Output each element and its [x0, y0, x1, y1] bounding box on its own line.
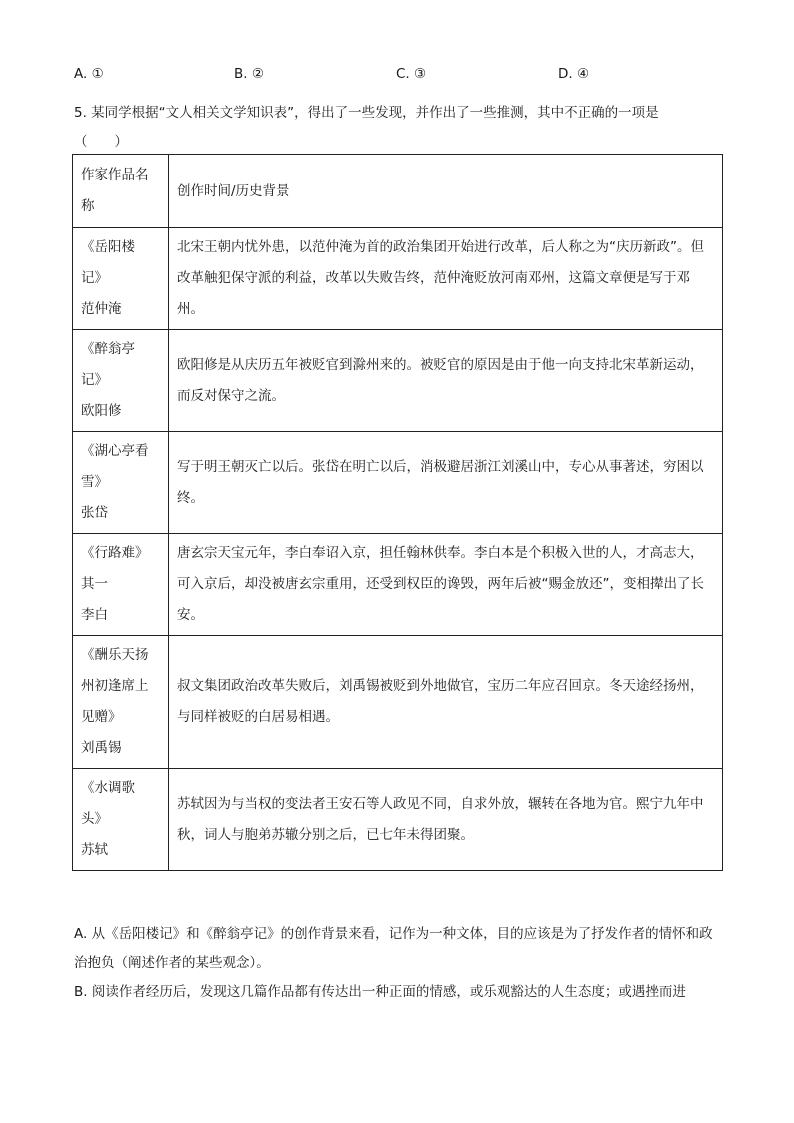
option-d: D. ④: [558, 66, 590, 82]
table-row: [73, 636, 723, 769]
work-title: 《酬乐天扬州初逢席上见赠》: [81, 647, 149, 725]
work-cell: [73, 769, 169, 871]
work-cell: [73, 228, 169, 330]
table-row: [73, 228, 723, 330]
choice-a: A. 从《岳阳楼记》和《醉翁亭记》的创作背景来看，记作为一种文体，目的应该是为了抒发作者的情怀和政治抱负（阐述作者的某些观念）。: [74, 926, 713, 971]
table-row: [73, 432, 723, 534]
option-b: B. ②: [234, 66, 264, 82]
work-title: 《岳阳楼记》: [81, 239, 135, 286]
table-row: [73, 534, 723, 636]
background-cell: 欧阳修是从庆历五年被贬官到滁州来的。被贬官的原因是由于他一向支持北宋革新运动，而反对保守之流。: [169, 330, 723, 432]
work-cell: [73, 330, 169, 432]
column-header-background: 创作时间/历史背景: [169, 155, 723, 228]
work-cell: [73, 534, 169, 636]
work-title: 《水调歌头》: [81, 780, 135, 827]
work-author: 苏轼: [81, 842, 108, 858]
background-cell: 叔文集团政治改革失败后，刘禹锡被贬到外地做官，宝历二年应召回京。冬天途经扬州，与同样被贬的白居易相遇。: [169, 636, 723, 769]
answer-blank: （ ）: [74, 134, 128, 150]
question-text: 5. 某同学根据“文人相关文学知识表”，得出了一些发现，并作出了一些推测，其中不正确的一项是: [74, 105, 659, 121]
work-cell: [73, 636, 169, 769]
background-cell: 唐玄宗天宝元年，李白奉诏入京，担任翰林供奉。李白本是个积极入世的人，才高志大，可入京后，却没被唐玄宗重用，还受到权臣的谗毁，两年后被“赐金放还”，变相撵出了长安。: [169, 534, 723, 636]
table-row: [73, 330, 723, 432]
table-header-row: [73, 155, 723, 228]
work-author: 范仲淹: [81, 301, 122, 317]
answer-options-row: [74, 66, 724, 86]
work-author: 李白: [81, 607, 108, 623]
work-author: 张岱: [81, 505, 108, 521]
work-title: 《湖心亭看雪》: [81, 443, 149, 490]
background-cell: 北宋王朝内忧外患，以范仲淹为首的政治集团开始进行改革，后人称之为“庆历新政”。但改革触犯保守派的利益，改革以失败告终，范仲淹贬放河南邓州，这篇文章便是写于邓州。: [169, 228, 723, 330]
work-cell: [73, 432, 169, 534]
choice-b: B. 阅读作者经历后，发现这几篇作品都有传达出一种正面的情感，或乐观豁达的人生态度；或遇挫而进: [74, 984, 686, 1000]
work-author: 刘禹锡: [81, 740, 122, 756]
work-author: 欧阳修: [81, 403, 122, 419]
answer-choices: [74, 920, 724, 1007]
background-cell: 写于明王朝灭亡以后。张岱在明亡以后，消极避居浙江刘溪山中，专心从事著述，穷困以终。: [169, 432, 723, 534]
column-header-work: 作家作品名称: [73, 155, 169, 228]
option-a: A. ①: [74, 66, 104, 82]
work-title: 《醉翁亭记》: [81, 341, 135, 388]
table-row: [73, 769, 723, 871]
work-title: 《行路难》其一: [81, 545, 149, 592]
background-cell: 苏轼因为与当权的变法者王安石等人政见不同，自求外放，辗转在各地为官。熙宁九年中秋，词人与胞弟苏辙分别之后，已七年未得团聚。: [169, 769, 723, 871]
literature-table: [72, 154, 723, 871]
option-c: C. ③: [396, 66, 427, 82]
question-stem: [74, 99, 724, 157]
